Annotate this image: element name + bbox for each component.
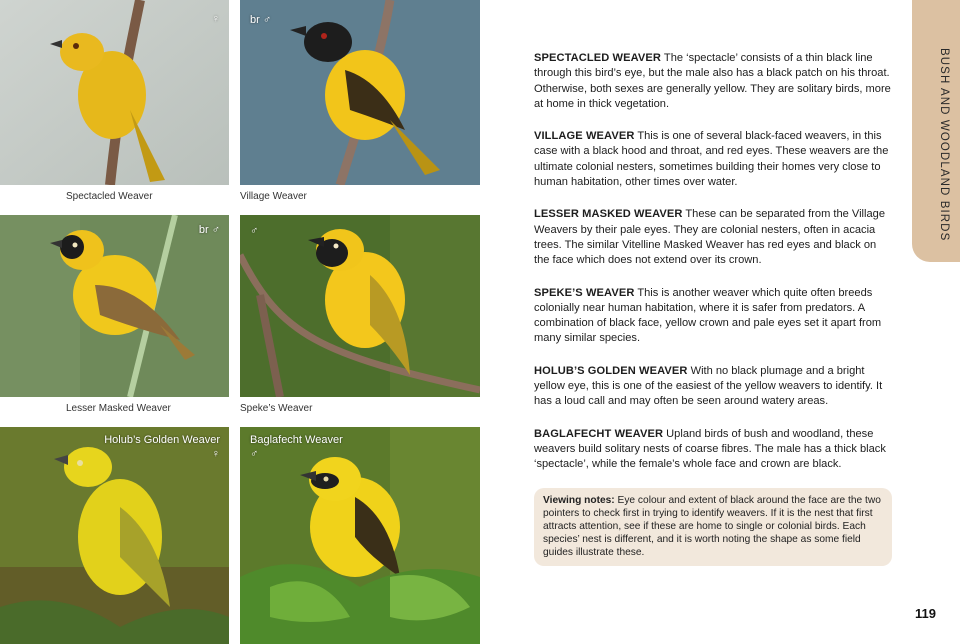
viewing-notes-box: [534, 488, 892, 566]
photo-spekes-weaver: [240, 215, 480, 397]
photo-caption: Village Weaver: [240, 191, 307, 202]
photo-caption: Speke’s Weaver: [240, 403, 313, 414]
species-entry: [534, 129, 892, 190]
photo-caption: Spectacled Weaver: [66, 191, 153, 202]
page-number: 119: [915, 606, 936, 621]
section-tab: [912, 0, 960, 262]
sex-tag: br ♂: [198, 224, 220, 236]
species-entry: [534, 427, 892, 473]
species-description: Upland birds of bush and woodland, these weavers build solitary nests of coarse fibres. The male has a thick black ‘spectacle’, while the female’s whole face and crown are black.: [534, 427, 886, 471]
species-description: With no black plumage and a bright yellow eye, this is one of the easiest of the yellow weavers to identify. It has a loud call and may often be seen around watery areas.: [534, 364, 883, 408]
species-name: HOLUB’S GOLDEN WEAVER: [534, 364, 688, 377]
species-description: This is another weaver which quite often breeds colonially near human habitation, where it is safer from predators. A combination of black face, yellow crown and pale eyes set it apart from many similar species.: [534, 286, 882, 345]
viewing-notes-label: Viewing notes:: [543, 494, 615, 506]
species-description: The ‘spectacle’ consists of a thin black line through this bird’s eye, but the male also has a black patch on his throat. Otherwise, both sexes are generally yellow. They are solitary birds, more at home in thick vegetation.: [534, 52, 891, 110]
sex-tag: ♂: [250, 448, 259, 460]
photo-overlay-name: Baglafecht Weaver: [250, 434, 343, 446]
species-name: SPECTACLED WEAVER: [534, 52, 662, 64]
viewing-notes-text: Eye colour and extent of black around the face are the two pointers to check first in trying to identify weavers. If it is the nest that first attracts attention, see if these are home to single or colonial birds. Each species’ nest is different, and it is worth noting the shape as some field guides illustrate these.: [543, 494, 881, 559]
species-text-column: [534, 51, 892, 566]
sex-tag: ♀: [211, 13, 220, 25]
species-name: BAGLAFECHT WEAVER: [534, 427, 664, 440]
species-description: This is one of several black-faced weavers, in this case with a black hood and throat, and red eyes. These weavers are the ultimate colonial nesters, sometimes building their homes very close to human habitation, other times over water.: [534, 130, 889, 189]
species-name: VILLAGE WEAVER: [534, 130, 635, 143]
species-entry: [534, 286, 892, 347]
species-description: These can be separated from the Village Weavers by their pale eyes. They are colonial nesters, often in acacia trees. The similar Vitelline Masked Weaver has red eyes and black on the face which does not extend over its crown.: [534, 208, 885, 267]
sex-tag: br ♂: [250, 14, 272, 26]
sex-tag: ♂: [250, 225, 259, 237]
photo-overlay-name: Holub’s Golden Weaver: [104, 434, 220, 446]
species-entry: [534, 51, 892, 112]
species-name: SPEKE’S WEAVER: [534, 286, 635, 299]
species-entry: [534, 364, 892, 410]
photo-baglafecht-weaver: [240, 427, 480, 644]
photo-spectacled-weaver: [0, 0, 229, 185]
sex-tag: ♀: [211, 448, 220, 460]
photo-caption: Lesser Masked Weaver: [66, 403, 171, 414]
photo-village-weaver: [240, 0, 480, 185]
species-entry: [534, 207, 892, 268]
photo-lesser-masked-weaver: [0, 215, 229, 397]
section-tab-label: BUSH AND WOODLAND BIRDS: [938, 48, 950, 242]
species-name: LESSER MASKED WEAVER: [534, 208, 683, 221]
